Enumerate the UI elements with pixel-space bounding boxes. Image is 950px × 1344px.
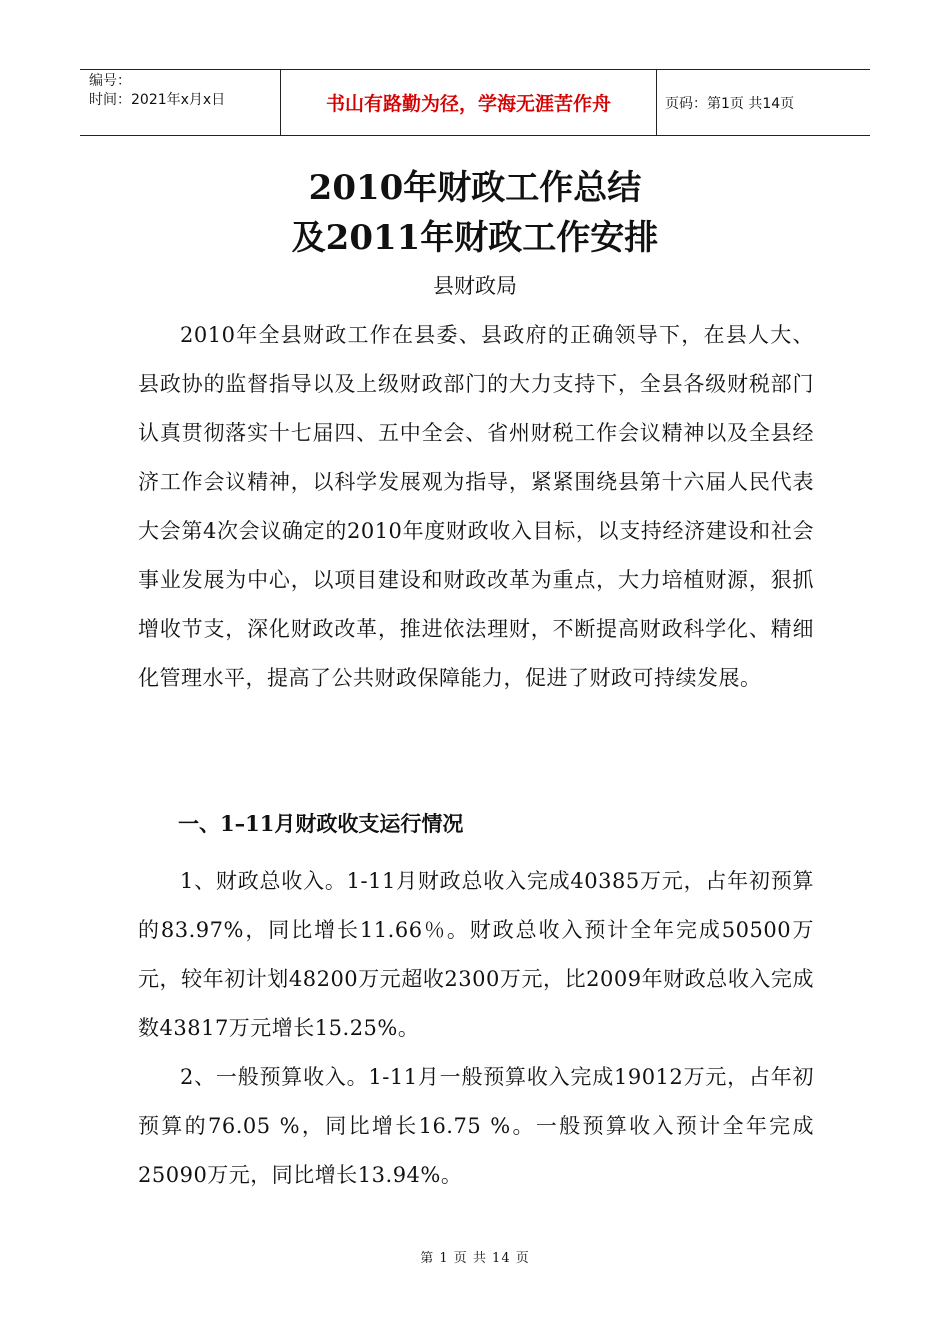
document-header-table: [80, 69, 870, 136]
page-footer: 第 1 页 共 14 页: [420, 1251, 530, 1266]
document-title-line2: 及2011年财政工作安排: [291, 218, 659, 258]
header-page-info: 页码：第1页 共14页: [665, 95, 795, 112]
time-label: 时间：2021年x月x日: [89, 92, 226, 108]
paragraph-general-budget-revenue: 2、一般预算收入。1-11月一般预算收入完成19012万元，占年初预算的76.05 %，同比增长16.75 %。一般预算收入预计全年完成25090万元，同比增长13.94%。: [138, 1065, 814, 1187]
section-heading: 一、1–11月财政收支运行情况: [178, 811, 464, 836]
document-title-line1: 2010年财政工作总结: [308, 168, 642, 208]
intro-paragraph: 2010年全县财政工作在县委、县政府的正确领导下，在县人大、县政协的监督指导以及上级财政部门的大力支持下，全县各级财税部门认真贯彻落实十七届四、五中全会、省州财税工作会议精神以及全县经济工作会议精神，以科学发展观为指导，紧紧围绕县第十六届人民代表大会第4次会议确定的2010年度财政收入目标，以支持经济建设和社会事业发展为中心，以项目建设和财政改革为重点，大力培植财源，狠抓增收节支，深化财政改革，推进依法理财，不断提高财政科学化、精细化管理水平，提高了公共财政保障能力，促进了财政可持续发展。: [138, 323, 814, 690]
paragraph-total-revenue: 1、财政总收入。1-11月财政总收入完成40385万元，占年初预算的83.97%，同比增长11.66％。财政总收入预计全年完成50500万元，较年初计划48200万元超收2300万元，比2009年财政总收入完成数43817万元增长15.25%。: [138, 869, 814, 1040]
header-motto: 书山有路勤为径，学海无涯苦作舟: [281, 70, 657, 135]
serial-number-label: 编号：: [89, 73, 131, 89]
document-author: 县财政局: [433, 274, 517, 298]
header-meta-cell: [80, 70, 281, 135]
